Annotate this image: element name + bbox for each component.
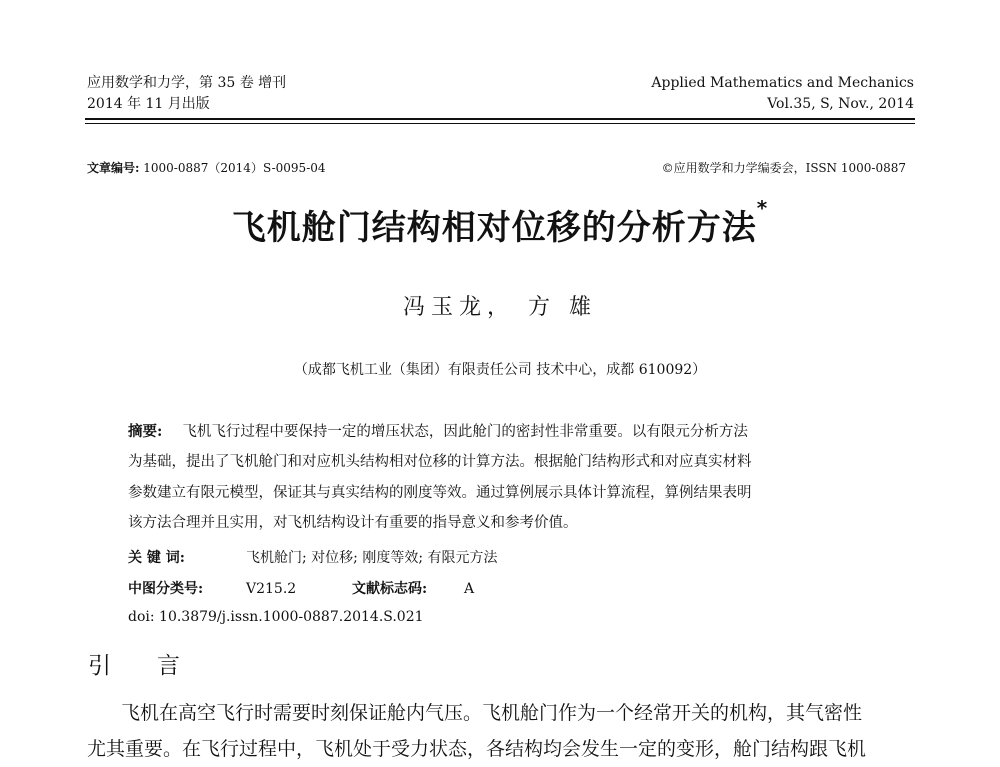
article-number-label: 文章编号: [87, 161, 140, 175]
paper-title-text: 飞机舱门结构相对位移的分析方法 [231, 208, 757, 248]
abstract-line-4: 该方法合理并且实用，对飞机结构设计有重要的指导意义和参考价值。 [128, 515, 578, 531]
abstract-label: 摘要: [128, 423, 163, 440]
copyright-issn: ©应用数学和力学编委会，ISSN 1000-0887 [661, 161, 906, 175]
volume-info-en: Vol.35, S, Nov., 2014 [767, 96, 914, 112]
abstract-line-3: 参数建立有限元模型，保证其与真实结构的刚度等效。通过算例展示具体计算流程，算例结果表明 [128, 485, 752, 501]
clc-value: V215.2 [246, 581, 297, 597]
section-heading: 引言 [88, 653, 226, 679]
journal-name-cn: 应用数学和力学，第 35 卷 增刊 [87, 75, 287, 91]
authors: 冯玉龙， 方 雄 [403, 295, 597, 320]
affiliation: （成都飞机工业（集团）有限责任公司 技术中心，成都 610092） [293, 362, 707, 378]
clc-label: 中图分类号: [128, 581, 204, 597]
keywords-row [128, 547, 498, 567]
doc-code-value: A [464, 581, 475, 597]
body-line-1: 飞机在高空飞行时需要时刻保证舱内气压。飞机舱门作为一个经常开关的机构，其气密性 [121, 702, 863, 724]
keywords-label: 关 键 词: [128, 550, 185, 566]
article-number [87, 159, 326, 176]
abstract-text-1: 飞机飞行过程中要保持一定的增压状态，因此舱门的密封性非常重要。以有限元分析方法 [182, 424, 748, 440]
article-number-value: 1000-0887（2014）S-0095-04 [143, 161, 326, 175]
abstract-line-1 [128, 417, 748, 448]
keywords-list: 飞机舱门; 对位移; 刚度等效; 有限元方法 [246, 550, 498, 566]
paper-title [0, 196, 1000, 249]
journal-name-en: Applied Mathematics and Mechanics [651, 75, 914, 91]
classification-row [128, 578, 474, 598]
abstract-line-2: 为基础，提出了飞机舱门和对应机头结构相对位移的计算方法。根据舱门结构形式和对应真实材料 [128, 454, 752, 470]
publish-date-cn: 2014 年 11 月出版 [87, 96, 210, 112]
header-rule-thick [85, 118, 915, 120]
doi: doi: 10.3879/j.issn.1000-0887.2014.S.021 [128, 609, 424, 625]
doc-code-label: 文献标志码: [352, 581, 428, 597]
title-footnote-mark: * [756, 196, 769, 220]
body-line-2: 尤其重要。在飞行过程中，飞机处于受力状态，各结构均会发生一定的变形，舱门结构跟飞机 [87, 738, 867, 760]
header-rule-thin [85, 123, 915, 124]
